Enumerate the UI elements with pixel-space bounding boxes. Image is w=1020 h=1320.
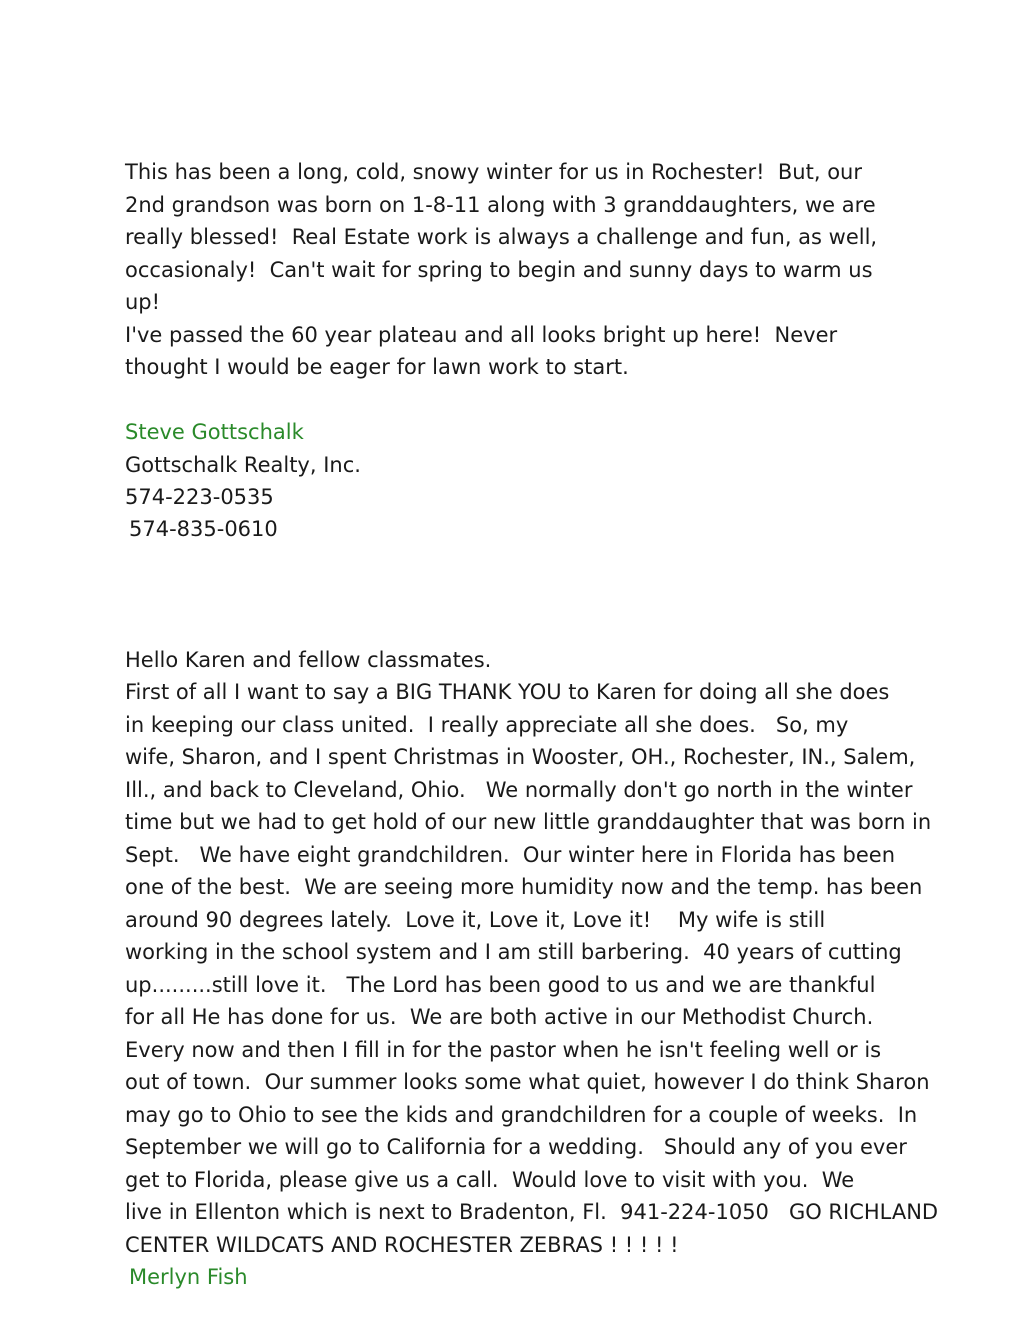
letter2-line-8: one of the best. We are seeing more humidity now and the temp. has been (125, 875, 923, 899)
letter1-line-2: 2nd grandson was born on 1-8-11 along with 3 granddaughters, we are (125, 193, 876, 217)
letter2-line-10: working in the school system and I am still barbering. 40 years of cutting (125, 940, 902, 964)
letter2-line-5: Ill., and back to Cleveland, Ohio. We normally don't go north in the winter (125, 778, 913, 802)
letter1-line-5: up! (125, 290, 161, 314)
letter1-line-6: I've passed the 60 year plateau and all looks bright up here! Never (125, 323, 838, 347)
letter2-line-3: in keeping our class united. I really appreciate all she does. So, my (125, 713, 849, 737)
letter2-line-18: live in Ellenton which is next to Bradenton, Fl. 941-224-1050 GO RICHLAND (125, 1200, 939, 1224)
letter2-line-2: First of all I want to say a BIG THANK YOU to Karen for doing all she does (125, 680, 890, 704)
letter2-line-15: may go to Ohio to see the kids and grandchildren for a couple of weeks. In (125, 1103, 918, 1127)
letter2-line-1: Hello Karen and fellow classmates. (125, 648, 492, 672)
letter2-line-12: for all He has done for us. We are both active in our Methodist Church. (125, 1005, 874, 1029)
phone-number-1: 574-223-0535 (125, 485, 274, 509)
signature-steve-gottschalk: Steve Gottschalk (125, 420, 304, 444)
letter2-line-6: time but we had to get hold of our new little granddaughter that was born in (125, 810, 932, 834)
letter2-line-4: wife, Sharon, and I spent Christmas in Wooster, OH., Rochester, IN., Salem, (125, 745, 916, 769)
signature-merlyn-fish: Merlyn Fish (129, 1265, 248, 1289)
letter2-line-16: September we will go to California for a wedding. Should any of you ever (125, 1135, 907, 1159)
letter2-line-17: get to Florida, please give us a call. Would love to visit with you. We (125, 1168, 855, 1192)
phone-number-2: 574-835-0610 (129, 517, 278, 541)
letter1-line-1: This has been a long, cold, snowy winter for us in Rochester! But, our (125, 160, 862, 184)
company-name: Gottschalk Realty, Inc. (125, 453, 361, 477)
letter2-line-11: up.........still love it. The Lord has been good to us and we are thankful (125, 973, 876, 997)
letter2-line-19: CENTER WILDCATS AND ROCHESTER ZEBRAS ! ! ! ! ! (125, 1233, 679, 1257)
letter2-line-13: Every now and then I fill in for the pastor when he isn't feeling well or is (125, 1038, 882, 1062)
letter2-line-7: Sept. We have eight grandchildren. Our winter here in Florida has been (125, 843, 896, 867)
letter1-line-3: really blessed! Real Estate work is always a challenge and fun, as well, (125, 225, 878, 249)
letter1-line-4: occasionaly! Can't wait for spring to begin and sunny days to warm us (125, 258, 873, 282)
letter2-line-14: out of town. Our summer looks some what quiet, however I do think Sharon (125, 1070, 930, 1094)
letter2-line-9: around 90 degrees lately. Love it, Love it, Love it! My wife is still (125, 908, 826, 932)
letter1-line-7: thought I would be eager for lawn work to start. (125, 355, 629, 379)
